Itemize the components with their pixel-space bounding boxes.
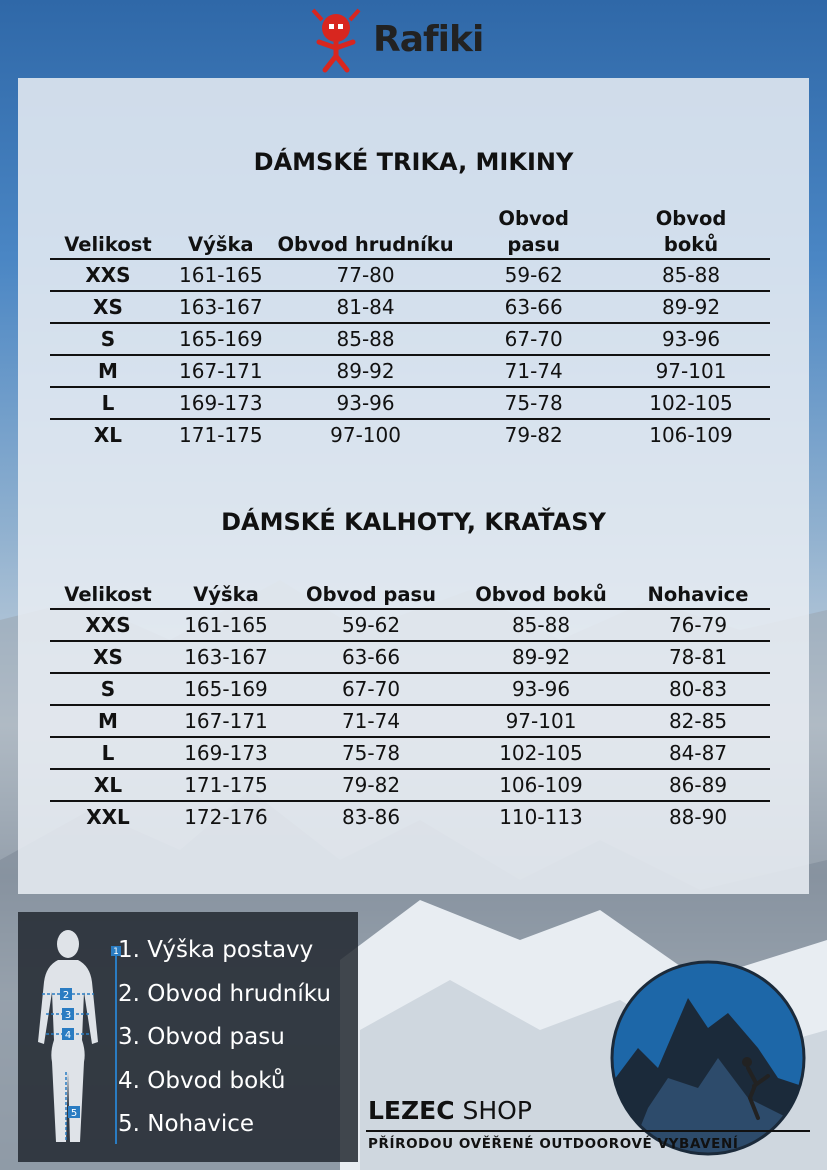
legend-marker: 3 bbox=[64, 1010, 72, 1021]
tops-table-row bbox=[50, 387, 770, 419]
pants-table-cell: 84-87 bbox=[626, 737, 770, 769]
tops-header: Výška bbox=[188, 233, 254, 256]
pants-table-cell: 63-66 bbox=[286, 641, 456, 673]
pants-table-cell: 110-113 bbox=[456, 801, 626, 832]
tops-table-cell: L bbox=[50, 387, 166, 419]
tops-table-cell: 79-82 bbox=[455, 419, 612, 450]
pants-header: Obvod boků bbox=[475, 583, 607, 606]
tops-table-cell: S bbox=[50, 323, 166, 355]
tops-table-cell: 97-100 bbox=[276, 419, 456, 450]
tops-table-cell: 165-169 bbox=[166, 323, 276, 355]
pants-table-cell: L bbox=[50, 737, 166, 769]
pants-table-cell: 76-79 bbox=[668, 613, 728, 637]
pants-table-cell: 172-176 bbox=[166, 801, 286, 832]
tops-table-cell: 89-92 bbox=[612, 291, 770, 323]
tops-table-cell: 63-66 bbox=[455, 291, 612, 323]
pants-table-cell: 93-96 bbox=[456, 673, 626, 705]
legend-marker: 4 bbox=[64, 1030, 72, 1041]
pants-table-cell: 165-169 bbox=[166, 673, 286, 705]
pants-header: Velikost bbox=[64, 583, 152, 606]
body-silhouette-icon bbox=[28, 922, 118, 1154]
pants-table-cell: 71-74 bbox=[286, 705, 456, 737]
pants-table-row bbox=[50, 705, 770, 737]
brand-logo bbox=[305, 6, 483, 72]
tops-table-cell: 89-92 bbox=[276, 355, 456, 387]
tops-table-cell: 67-70 bbox=[455, 323, 612, 355]
climber-emblem-icon bbox=[608, 958, 808, 1158]
pants-table-cell: M bbox=[50, 705, 166, 737]
pants-table-cell: 88-90 bbox=[626, 801, 770, 832]
pants-table-cell: 85-88 bbox=[511, 613, 571, 637]
tops-table-cell: 85-88 bbox=[276, 323, 456, 355]
measurement-legend bbox=[18, 912, 358, 1162]
pants-table-cell: XXS bbox=[85, 613, 131, 637]
pants-table-row bbox=[50, 769, 770, 801]
size-chart-panel bbox=[18, 78, 809, 894]
brand-name: Rafiki bbox=[373, 18, 484, 60]
tops-table-cell: 81-84 bbox=[276, 291, 456, 323]
pants-table-cell: 102-105 bbox=[456, 737, 626, 769]
pants-table-cell: 171-175 bbox=[166, 769, 286, 801]
tops-table-cell: 102-105 bbox=[612, 387, 770, 419]
pants-table-cell: 83-86 bbox=[286, 801, 456, 832]
shop-name bbox=[368, 1096, 532, 1125]
pants-table-cell: 78-81 bbox=[626, 641, 770, 673]
tops-header: Obvod pasu bbox=[498, 207, 570, 256]
pants-table-cell: 161-165 bbox=[184, 613, 268, 637]
pants-table-cell: 163-167 bbox=[166, 641, 286, 673]
pants-table-cell: 80-83 bbox=[626, 673, 770, 705]
shop-name-bold: LEZEC bbox=[368, 1096, 455, 1125]
tops-table-row bbox=[50, 323, 770, 355]
tops-table-cell: 75-78 bbox=[455, 387, 612, 419]
legend-marker: 1 bbox=[113, 947, 119, 957]
pants-table-row bbox=[50, 609, 770, 641]
legend-list bbox=[118, 932, 331, 1150]
pants-table-cell: 167-171 bbox=[166, 705, 286, 737]
tops-title: DÁMSKÉ TRIKA, MIKINY bbox=[253, 148, 574, 176]
pants-table-cell: 106-109 bbox=[456, 769, 626, 801]
pants-table-cell: XS bbox=[50, 641, 166, 673]
tops-table-cell: 93-96 bbox=[276, 387, 456, 419]
tops-table-cell: 161-165 bbox=[179, 263, 263, 287]
tops-header: Obvod hrudníku bbox=[277, 233, 454, 256]
shop-tagline: PŘÍRODOU OVĚŘENÉ OUTDOOROVÉ VYBAVENÍ bbox=[368, 1136, 739, 1152]
pants-table-cell: XXL bbox=[50, 801, 166, 832]
tops-table-cell: 71-74 bbox=[455, 355, 612, 387]
pants-size-table bbox=[50, 582, 770, 832]
tops-table-cell: 97-101 bbox=[612, 355, 770, 387]
tops-table-row bbox=[50, 259, 770, 291]
rafiki-mascot-icon bbox=[305, 6, 367, 72]
shop-name-light: SHOP bbox=[454, 1096, 532, 1125]
pants-table-cell: XL bbox=[50, 769, 166, 801]
tops-table-cell: 163-167 bbox=[166, 291, 276, 323]
pants-header: Nohavice bbox=[647, 583, 749, 606]
pants-table-cell: 75-78 bbox=[286, 737, 456, 769]
pants-table-cell: 67-70 bbox=[286, 673, 456, 705]
tops-table-cell: 106-109 bbox=[612, 419, 770, 450]
legend-item: 3. Obvod pasu bbox=[118, 1024, 285, 1050]
tops-table-cell: M bbox=[50, 355, 166, 387]
tops-table-cell: XL bbox=[50, 419, 166, 450]
tops-table-cell: 77-80 bbox=[336, 263, 395, 287]
pants-table-cell: 79-82 bbox=[286, 769, 456, 801]
tops-table-cell: 93-96 bbox=[612, 323, 770, 355]
legend-item: 5. Nohavice bbox=[118, 1111, 255, 1137]
pants-table-cell: 86-89 bbox=[626, 769, 770, 801]
legend-marker: 2 bbox=[62, 990, 70, 1001]
tops-table-cell: 169-173 bbox=[166, 387, 276, 419]
legend-item: 2. Obvod hrudníku bbox=[118, 980, 331, 1007]
tops-size-table bbox=[50, 206, 770, 450]
tops-table-row bbox=[50, 291, 770, 323]
pants-table-cell: 169-173 bbox=[166, 737, 286, 769]
pants-header: Výška bbox=[193, 583, 259, 606]
tops-table-row bbox=[50, 355, 770, 387]
pants-table-cell: 97-101 bbox=[456, 705, 626, 737]
pants-header: Obvod pasu bbox=[306, 583, 436, 606]
tops-table-cell: 59-62 bbox=[504, 263, 563, 287]
pants-table-row bbox=[50, 641, 770, 673]
tops-table-cell: XS bbox=[50, 291, 166, 323]
pants-table-row bbox=[50, 737, 770, 769]
pants-table-cell: 59-62 bbox=[341, 613, 401, 637]
tops-table-row bbox=[50, 419, 770, 450]
pants-title: DÁMSKÉ KALHOTY, KRAŤASY bbox=[221, 508, 606, 536]
tops-table-cell: 167-171 bbox=[166, 355, 276, 387]
legend-item: 4. Obvod boků bbox=[118, 1067, 286, 1094]
tops-header: Obvod boků bbox=[655, 207, 727, 256]
pants-table-row bbox=[50, 801, 770, 832]
pants-table-cell: 82-85 bbox=[626, 705, 770, 737]
pants-table-row bbox=[50, 673, 770, 705]
pants-table-cell: S bbox=[50, 673, 166, 705]
shop-divider bbox=[366, 1130, 810, 1132]
tops-table-cell: XXS bbox=[85, 263, 131, 287]
legend-marker: 5 bbox=[70, 1108, 78, 1119]
tops-table-cell: 171-175 bbox=[166, 419, 276, 450]
pants-table-cell: 89-92 bbox=[456, 641, 626, 673]
tops-table-cell: 85-88 bbox=[661, 263, 721, 287]
legend-item: 1. Výška postavy bbox=[118, 937, 314, 963]
tops-header: Velikost bbox=[64, 233, 152, 256]
